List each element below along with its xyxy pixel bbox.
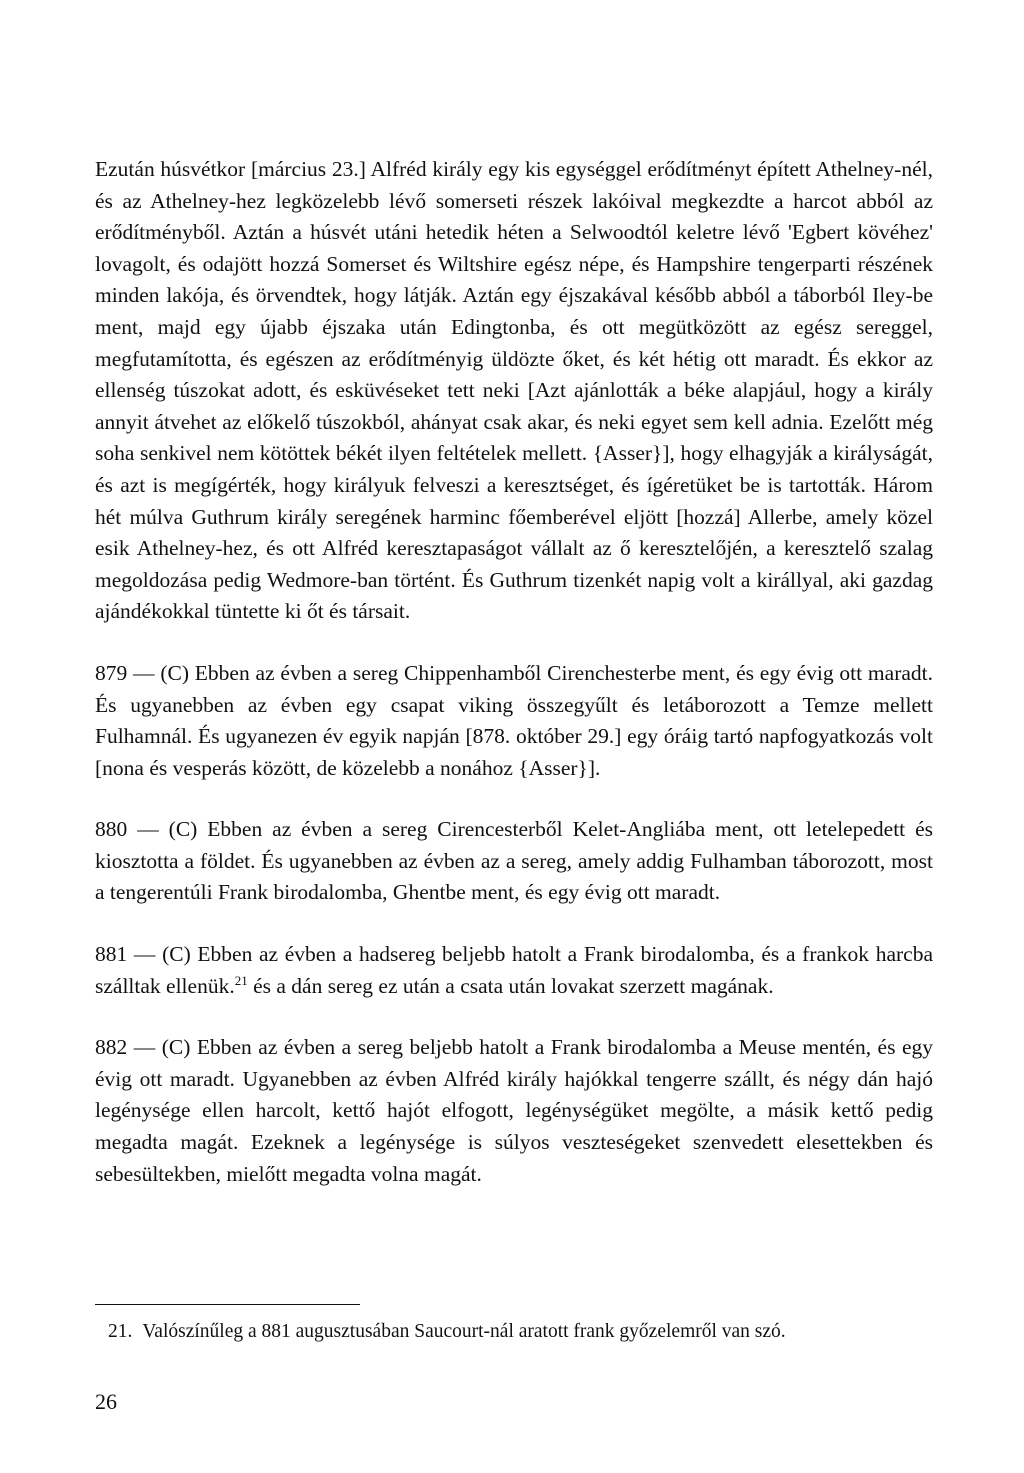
- paragraph-881: [95, 939, 933, 1002]
- paragraph-881-text-before: 881 — (C) Ebben az évben a hadsereg beljebb hatolt a Frank birodalomba, és a frankok harcba szálltak ellenük.: [95, 942, 933, 998]
- paragraph-easter-fortification: Ezután húsvétkor [március 23.] Alfréd király egy kis egységgel erődítményt épített Athelney-nél, és az Athelney-hez legközelebb lévő somerseti részek lakóival megkezdte a harcot abból az erődítményből. Aztán a húsvét utáni hetedik héten a Selwoodtól keletre lévő 'Egbert kövéhez' lovagolt, és odajött hozzá Somerset és Wiltshire egész népe, és Hampshire tengerparti részének minden lakója, és örvendtek, hogy látják. Aztán egy éjszakával később abból a táborból Iley-be ment, majd egy újabb éjszaka után Edingtonba, és ott megütközött az egész sereggel, megfutamította, és egészen az erődítményig üldözte őket, és két hétig ott maradt. És ekkor az ellenség túszokat adott, és esküvéseket tett neki [Azt ajánlották a béke alapjául, hogy a király annyit átvehet az előkelő túszokból, ahányat csak akar, és neki egyet sem kell adnia. Ezelőtt még soha senkivel nem kötöttek békét ilyen feltételek mellett. {Asser}], hogy elhagyják a királyságát, és azt is megígérték, hogy királyuk felveszi a keresztséget, és ígéretüket be is tartották. Három hét múlva Guthrum király seregének harminc főemberével eljött [hozzá] Allerbe, amely közel esik Athelney-hez, és ott Alfréd keresztapaságot vállalt az ő keresztelőjén, a keresztelő szalag megoldozása pedig Wedmore-ban történt. És Guthrum tizenkét napig volt a királlyal, aki gazdag ajándékokkal tüntette ki őt és társait.: [95, 157, 933, 624]
- footnote-reference[interactable]: 21: [234, 972, 248, 988]
- paragraph-880: 880 — (C) Ebben az évben a sereg Cirencesterből Kelet-Angliába ment, ott letelepedett és kiosztotta a földet. És ugyanebben az évben az a sereg, amely addig Fulhamban táborozott, most a tengerentúli Frank birodalomba, Ghentbe ment, és egy évig ott maradt.: [95, 817, 933, 905]
- footnote-divider: [95, 1304, 360, 1305]
- footnote: [108, 1319, 786, 1345]
- paragraph-882: 882 — (C) Ebben az évben a sereg beljebb hatolt a Frank birodalomba a Meuse mentén, és egy évig ott maradt. Ugyanebben az évben Alfréd király hajókkal tengerre szállt, és négy dán hajó legénysége ellen harcolt, kettő hajót elfogott, legénységüket megölte, a másik kettő pedig megadta magát. Ezeknek a legénysége is súlyos veszteségeket szenvedett elesettekben és sebesültekben, mielőtt megadta volna magát.: [95, 1035, 933, 1186]
- paragraph-879: 879 — (C) Ebben az évben a sereg Chippenhamből Cirenchesterbe ment, és egy évig ott maradt. És ugyanebben az évben egy csapat viking összegyűlt és letáborozott a Temze mellett Fulhamnál. És ugyanezen év egyik napján [878. október 29.] egy óráig tartó napfogyatkozás volt [nona és vesperás között, de közelebb a nonához {Asser}].: [95, 660, 933, 780]
- footnote-text: Valószínűleg a 881 augusztusában Saucourt-nál aratott frank győzelemről van szó.: [142, 1321, 786, 1342]
- page-number: 26: [95, 1389, 117, 1414]
- footnote-number: 21.: [108, 1321, 133, 1342]
- page-body: [95, 154, 933, 1190]
- paragraph-881-text-after: és a dán sereg ez után a csata után lovakat szerzett magának.: [247, 973, 774, 998]
